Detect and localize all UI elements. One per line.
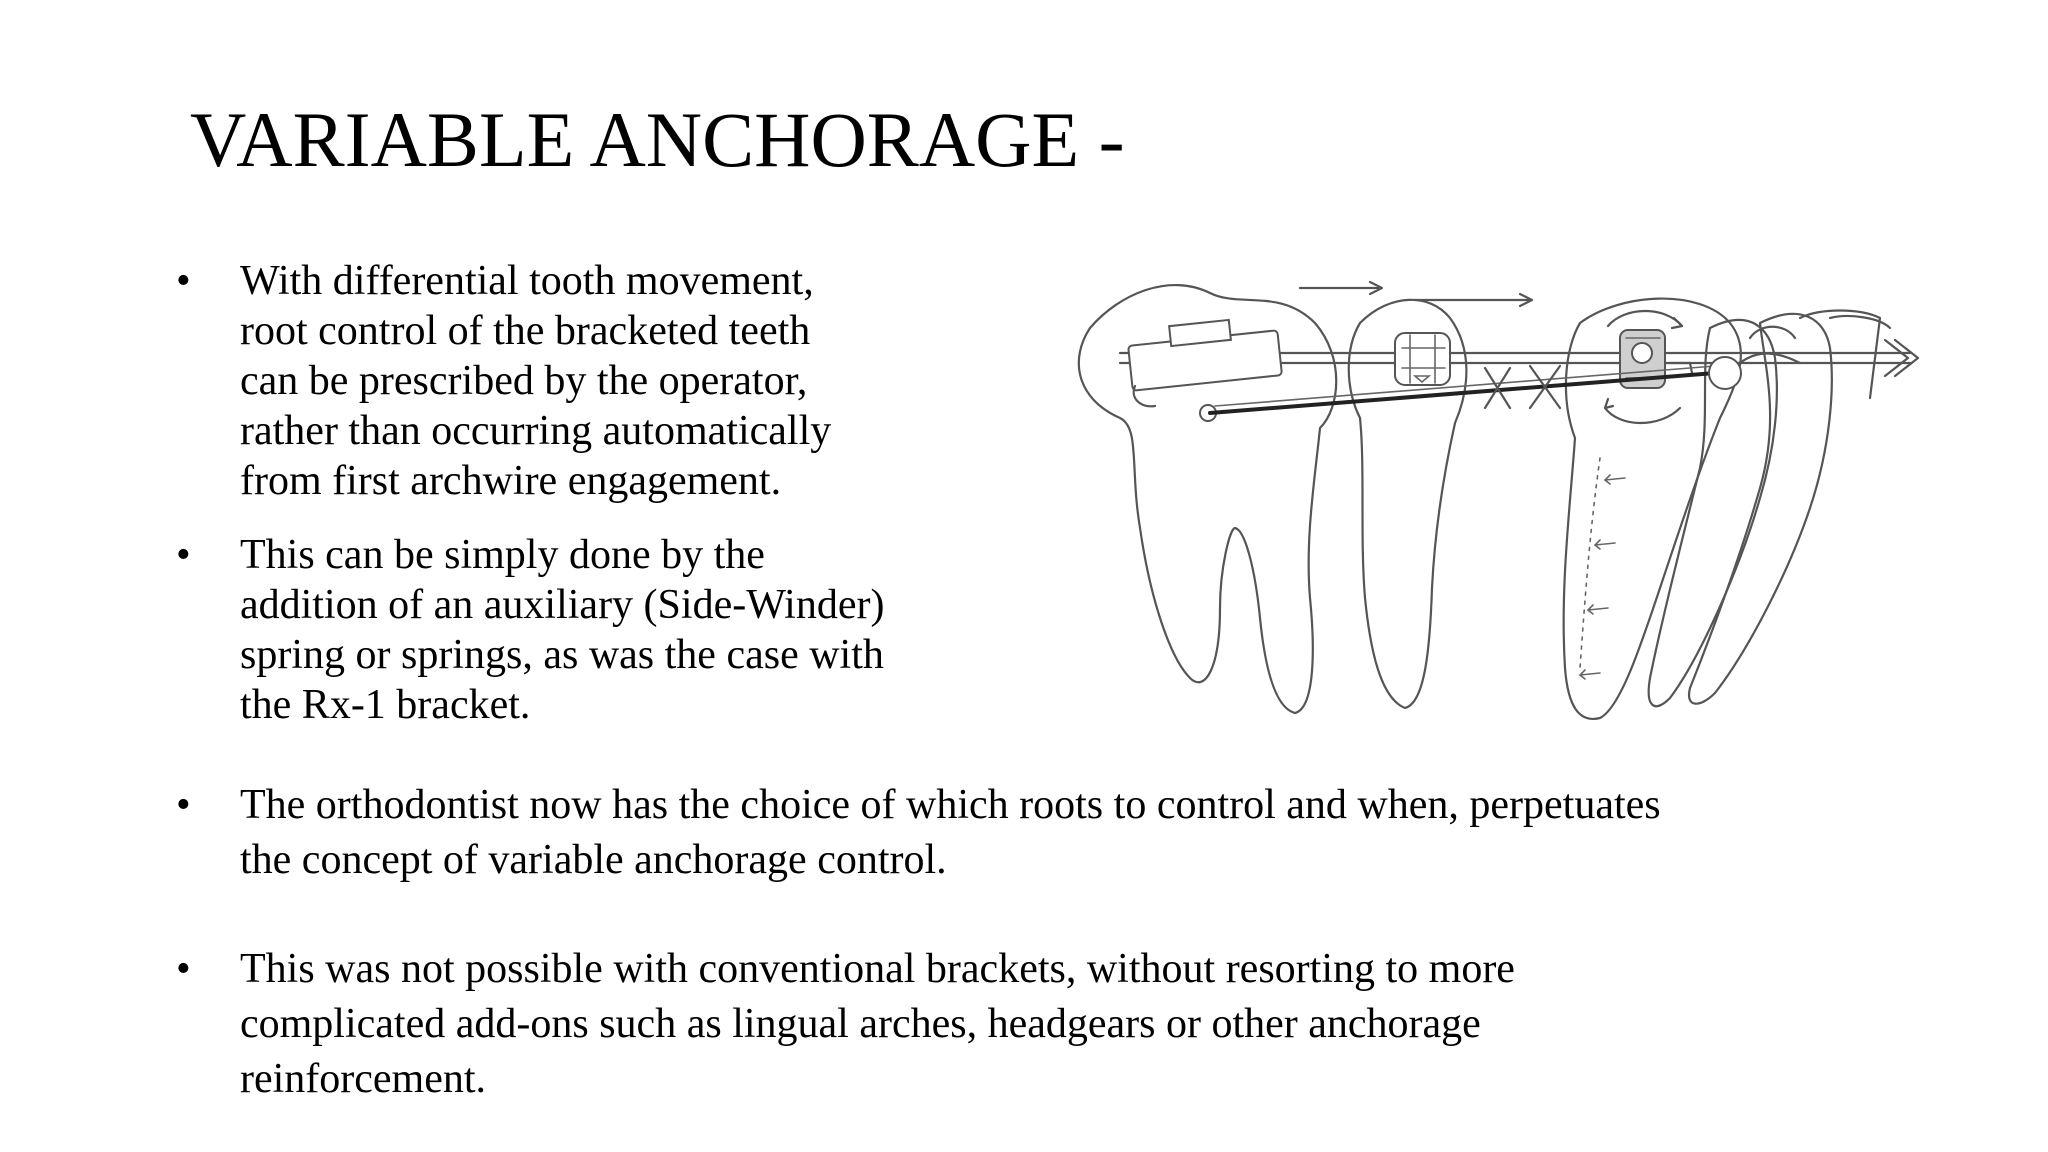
bullet-line: the Rx-1 bracket. — [240, 682, 531, 728]
slide-title: VARIABLE ANCHORAGE - — [190, 96, 1125, 183]
bullet-line: spring or springs, as was the case with — [240, 632, 884, 678]
bullet-2 — [176, 530, 884, 730]
bullet-line: the concept of variable anchorage control. — [240, 837, 947, 883]
bracketed-teeth-diagram-icon — [1060, 268, 1940, 728]
bullet-marker: • — [176, 532, 191, 578]
bullet-3 — [176, 778, 1661, 888]
bullet-line: With differential tooth movement, — [240, 258, 814, 304]
bullet-line: addition of an auxiliary (Side-Winder) — [240, 582, 885, 628]
bullet-marker: • — [176, 258, 191, 304]
bullet-line: complicated add-ons such as lingual arches, headgears or other anchorage — [240, 1001, 1481, 1047]
bullet-1 — [176, 256, 831, 506]
bullet-line: root control of the bracketed teeth — [240, 308, 811, 354]
bullet-line: This was not possible with conventional brackets, without resorting to more — [240, 946, 1515, 992]
bullet-marker: • — [176, 946, 191, 992]
bullet-line: can be prescribed by the operator, — [240, 358, 808, 404]
bullet-line: This can be simply done by the — [240, 532, 765, 578]
bullet-line: rather than occurring automatically — [240, 408, 832, 454]
bullet-line: from first archwire engagement. — [240, 458, 782, 504]
bullet-line: The orthodontist now has the choice of which roots to control and when, perpetuates — [240, 782, 1661, 828]
bullet-4 — [176, 942, 1515, 1107]
bullet-marker: • — [176, 782, 191, 828]
bullet-line: reinforcement. — [240, 1056, 487, 1102]
